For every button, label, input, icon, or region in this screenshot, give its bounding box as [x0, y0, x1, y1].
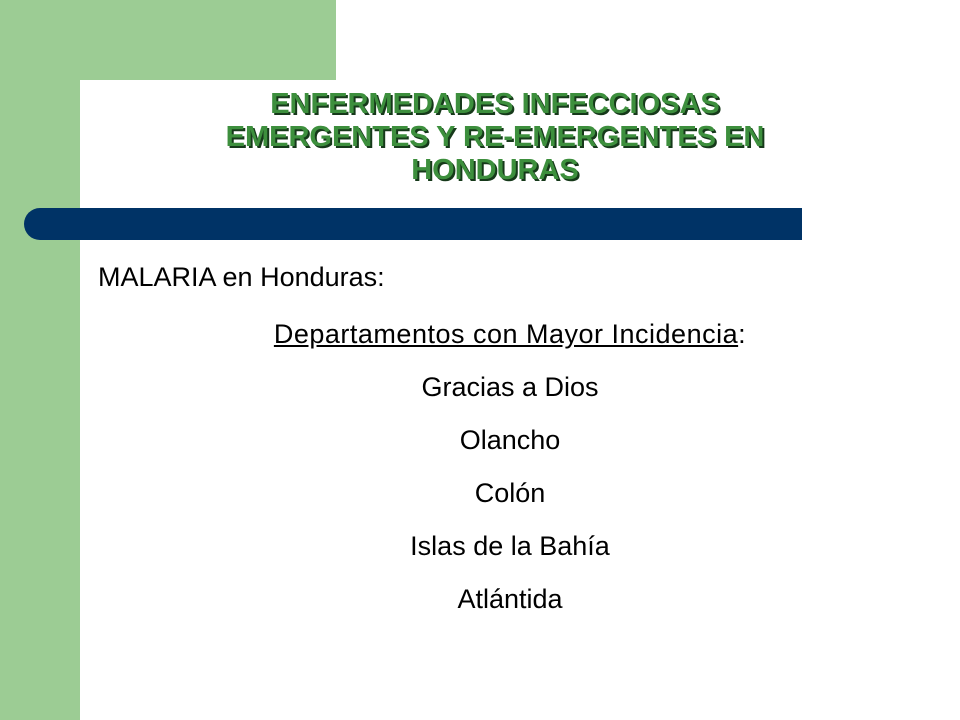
top-decorative-block	[80, 0, 336, 80]
departments-heading-colon: :	[738, 319, 747, 349]
department-item: Atlántida	[457, 584, 563, 614]
departments-list	[120, 308, 900, 626]
title-line-2: EMERGENTES Y RE-EMERGENTES EN	[225, 121, 765, 153]
department-item: Gracias a Dios	[421, 372, 599, 402]
title-line-1: ENFERMEDADES INFECCIOSAS	[270, 88, 720, 120]
department-item: Islas de la Bahía	[410, 531, 610, 561]
title-underline-bar	[24, 208, 802, 240]
title-line-3: HONDURAS	[411, 154, 579, 186]
departments-heading-text: Departamentos con Mayor Incidencia	[273, 319, 739, 349]
left-decorative-strip	[0, 0, 80, 720]
slide-title	[120, 88, 870, 187]
department-item: Colón	[474, 478, 546, 508]
department-item: Olancho	[459, 425, 561, 455]
subtitle: MALARIA en Honduras:	[98, 262, 385, 292]
departments-heading	[120, 308, 900, 361]
